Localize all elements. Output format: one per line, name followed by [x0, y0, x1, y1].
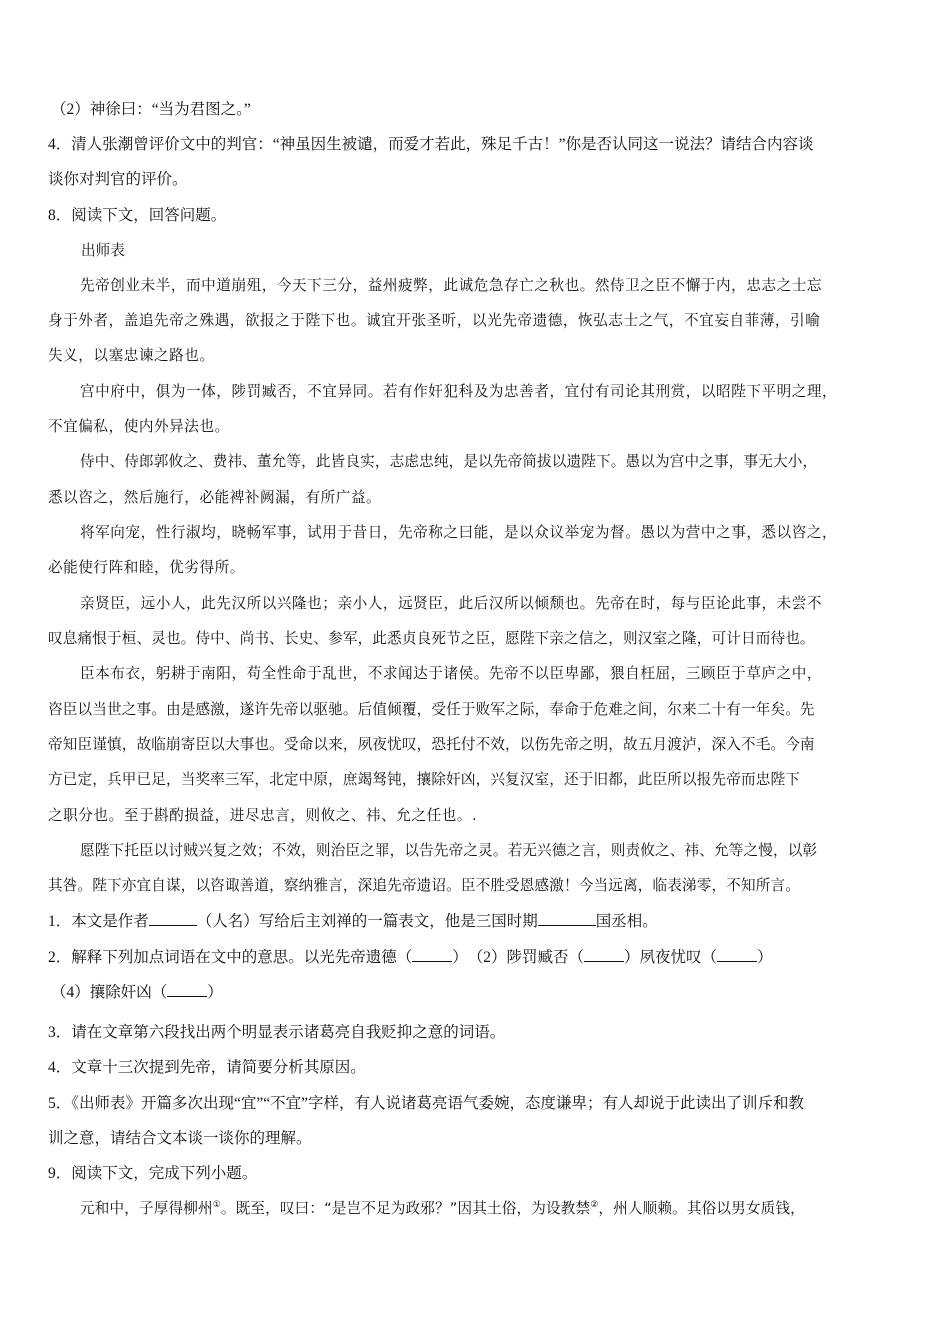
passage-line: 叹息痛恨于桓、灵也。侍中、尚书、长史、参军，此悉贞良死节之臣，愿陛下亲之信之，则汉室之隆，可计日而待也。: [48, 630, 815, 647]
question-text: （4）攘除奸凶（: [51, 984, 168, 1001]
passage-line: 方已定，兵甲已足，当奖率三军，北定中原，庶竭驽钝，攘除奸凶，兴复汉室，还于旧都，此臣所以报先帝而忠陛下: [48, 771, 800, 788]
question-line: 谈你对判官的评价。: [48, 171, 188, 188]
passage-text: 元和中，子厚得柳州: [80, 1200, 213, 1217]
passage-line: 愿陛下托臣以讨贼兴复之效；不效，则治臣之罪，以告先帝之灵。若无兴德之言，则责攸之、祎、允等之慢，以彰: [80, 842, 818, 859]
passage-line: 宫中府中，俱为一体，陟罚臧否，不宜异同。若有作奸犯科及为忠善者，宜付有司论其刑赏，以昭陛下平明之理，: [80, 383, 838, 400]
question-text: 2．解释下列加点词语在文中的意思。以光先帝遗德（: [48, 949, 413, 966]
question-line: （2）神徐曰：“当为君图之。”: [51, 101, 251, 118]
answer-blank[interactable]: [167, 982, 207, 997]
question-text: 1．本文是作者: [48, 913, 149, 930]
answer-blank[interactable]: [717, 947, 757, 962]
question-text: ）: [757, 949, 773, 966]
footnote-mark: ②: [590, 1200, 599, 1211]
passage-line: 失义，以塞忠谏之路也。: [48, 347, 215, 364]
passage-line: 先帝创业未半，而中道崩殂，今天下三分，益州疲弊，此诚危急存亡之秋也。然侍卫之臣不懈于内，忠志之士忘: [80, 277, 823, 294]
passage-line: 身于外者，盖追先帝之殊遇，欲报之于陛下也。诚宜开张圣听，以光先帝遗德，恢弘志士之气，不宜妄自菲薄，引喻: [48, 312, 821, 329]
question-line: 5．《出师表》开篇多次出现“宜”“不宜”字样，有人说诸葛亮语气委婉，态度谦卑；有人却说于此读出了训斥和教: [48, 1095, 805, 1112]
passage-text: 。既至，叹曰：“是岂不足为政邪？”因其土俗，为设教禁: [220, 1200, 591, 1217]
passage-title: 出师表: [81, 242, 125, 259]
passage-text: ，州人顺赖。其俗以男女质钱，: [598, 1200, 805, 1217]
passage-line: 必能使行阵和睦，优劣得所。: [48, 559, 245, 576]
question-text: ） （2）陟罚臧否（: [452, 949, 585, 966]
passage-line: [80, 1199, 805, 1219]
passage-line: 将军向宠，性行淑均，晓畅军事，试用于昔日，先帝称之曰能，是以众议举宠为督。愚以为营中之事，悉以咨之，: [80, 524, 838, 541]
question-text: ）: [207, 984, 223, 1001]
question-text: （人名）写给后主刘禅的一篇表文，他是三国时期: [196, 913, 538, 930]
question-line: [51, 982, 223, 1003]
question-line: 训之意，请结合文本谈一谈你的理解。: [48, 1130, 312, 1147]
question-line: 4．文章十三次提到先帝，请简要分析其原因。: [48, 1059, 366, 1076]
passage-line: 其咎。陛下亦宜自谋，以咨诹善道，察纳雅言，深追先帝遗诏。臣不胜受恩感激！今当远离，临表涕零，不知所言。: [48, 877, 800, 894]
question-text: 国丞相。: [595, 913, 658, 930]
footnote-mark: ①: [212, 1200, 221, 1211]
question-line: [48, 911, 658, 932]
passage-line: 不宜偏私，使内外异法也。: [48, 418, 230, 435]
question-heading: 9．阅读下文，完成下列小题。: [48, 1165, 258, 1182]
answer-blank[interactable]: [149, 911, 197, 926]
answer-blank[interactable]: [584, 947, 624, 962]
question-heading: 8．阅读下文，回答问题。: [48, 207, 227, 224]
question-line: 3．请在文章第六段找出两个明显表示诸葛亮自我贬抑之意的词语。: [48, 1024, 506, 1041]
answer-blank[interactable]: [538, 911, 596, 926]
passage-line: 侍中、侍郎郭攸之、费祎、董允等，此皆良实，志虑忠纯，是以先帝简拔以遗陛下。愚以为宫中之事，事无大小，: [80, 453, 818, 470]
passage-line: 亲贤臣，远小人，此先汉所以兴隆也；亲小人，远贤臣，此后汉所以倾颓也。先帝在时，每与臣论此事，未尝不: [80, 595, 823, 612]
answer-blank[interactable]: [412, 947, 452, 962]
passage-line: 帝知臣谨慎，故临崩寄臣以大事也。受命以来，夙夜忧叹，恐托付不效，以伤先帝之明，故五月渡泸，深入不毛。今南: [48, 736, 815, 753]
passage-line: 臣本布衣，躬耕于南阳，苟全性命于乱世，不求闻达于诸侯。先帝不以臣卑鄙，猥自枉屈，三顾臣于草庐之中，: [80, 665, 823, 682]
passage-line: 之职分也。至于斟酌损益，进尽忠言，则攸之、祎、允之任也。.: [48, 807, 478, 824]
question-line: [48, 947, 773, 968]
question-text: ）夙夜忧叹（: [624, 949, 718, 966]
passage-line: 咨臣以当世之事。由是感激，遂许先帝以驱驰。后值倾覆，受任于败军之际，奉命于危难之间，尔来二十有一年矣。先: [48, 701, 815, 718]
passage-line: 悉以咨之，然后施行，必能裨补阙漏，有所广益。: [48, 489, 382, 506]
question-line: 4．清人张潮曾评价文中的判官：“神虽因生被谴，而爱才若此，殊足千古！”你是否认同这一说法？请结合内容谈: [48, 136, 814, 153]
